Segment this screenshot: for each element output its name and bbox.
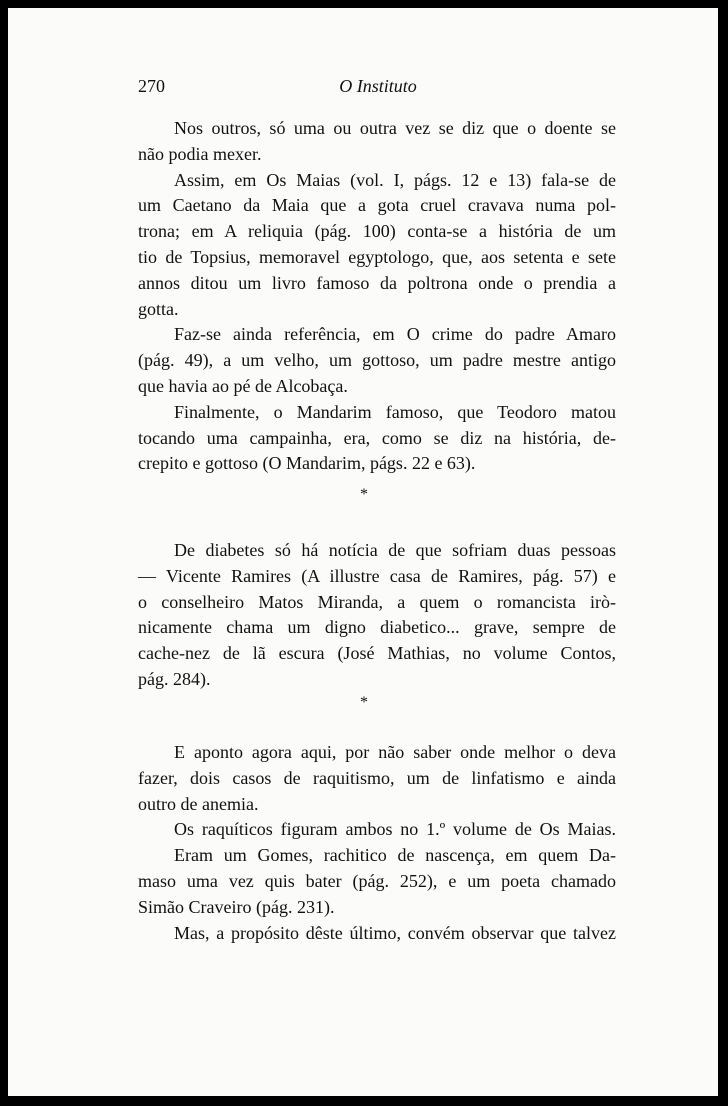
text-line: De diabetes só há notícia de que sofriam duas pessoas: [174, 540, 616, 560]
text-line: não podia mexer.: [138, 143, 262, 164]
text-line: Eram um Gomes, rachitico de nascença, em quem Da-: [174, 845, 616, 866]
text-line: o conselheiro Matos Miranda, a quem o romancista irò-: [138, 591, 616, 612]
text-line: pág. 284).: [138, 668, 211, 689]
text-line: Faz-se ainda referência, em O crime do padre Amaro: [174, 324, 616, 345]
text-line: Simão Craveiro (pág. 231).: [138, 896, 335, 917]
text-line: um Caetano da Maia que a gota cruel cravava numa pol-: [138, 195, 616, 216]
text-line: que havia ao pé de Alcobaça.: [138, 375, 348, 396]
text-line: crepito e gottoso (O Mandarim, págs. 22 e 63).: [138, 453, 476, 474]
text-line: nicamente chama um digno diabetico... grave, sempre de: [138, 617, 616, 638]
text-line: fazer, dois casos de raquitismo, um de linfatismo e ainda: [138, 767, 616, 788]
text-line: tocando uma campainha, era, como se diz na história, de-: [138, 427, 616, 448]
running-title: O Instituto: [339, 76, 417, 96]
text-line: trona; em A reliquia (pág. 100) conta-se a história de um: [138, 221, 616, 242]
text-line: Assim, em Os Maias (vol. I, págs. 12 e 13) fala-se de: [174, 169, 616, 190]
text-line: outro de anemia.: [138, 793, 259, 814]
text-line: (pág. 49), a um velho, um gottoso, um padre mestre antigo: [138, 350, 616, 371]
text-line: Finalmente, o Mandarim famoso, que Teodoro matou: [174, 401, 616, 422]
text-line: annos ditou um livro famoso da poltrona onde o prendia a: [138, 272, 616, 293]
text-line: Os raquíticos figuram ambos no 1.º volume de Os Maias.: [174, 819, 616, 840]
text-line: tio de Topsius, memoravel egyptologo, que, aos setenta e sete: [138, 246, 616, 267]
section-separator: *: [360, 486, 368, 503]
text-line: gotta.: [138, 298, 179, 319]
paragraph-diabetes: [138, 538, 616, 693]
section-separator: *: [360, 694, 368, 711]
text-line: Mas, a propósito dêste último, convém observar que talvez: [174, 922, 616, 943]
text-line: Nos outros, só uma ou outra vez se diz que o doente se: [174, 118, 616, 138]
text-line: maso uma vez quis bater (pág. 252), e um poeta chamado: [138, 870, 616, 891]
text-line: cache-nez de lã escura (José Mathias, no volume Contos,: [138, 643, 616, 664]
page-number: 270: [138, 76, 165, 96]
paragraph-rickets: [138, 740, 616, 946]
paragraph-gout: [138, 116, 616, 477]
page-header: [138, 76, 618, 100]
text-line: — Vicente Ramires (A illustre casa de Ramires, pág. 57) e: [138, 565, 616, 586]
text-line: E aponto agora aqui, por não saber onde melhor o deva: [174, 742, 616, 762]
